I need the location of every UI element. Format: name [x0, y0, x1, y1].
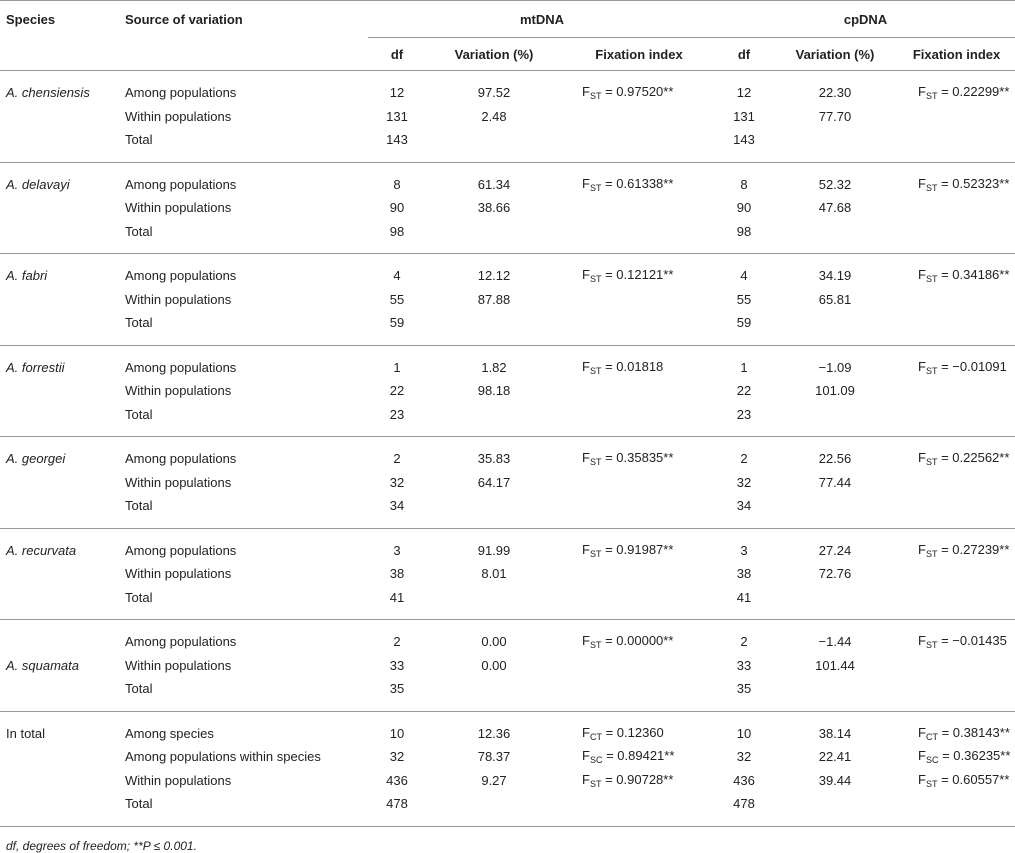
fix-letter: F	[582, 771, 590, 787]
table-row	[0, 677, 1015, 711]
header-mtdna: mtDNA	[368, 1, 716, 38]
mt-variation-cell	[426, 311, 562, 345]
fix-value: = 0.38143**	[937, 724, 1010, 740]
fix-value: = 0.36235**	[938, 748, 1011, 764]
cp-fixation-cell	[898, 586, 1015, 620]
mt-fixation-cell	[562, 311, 716, 345]
mt-variation-cell: 12.12	[477, 268, 511, 284]
source-cell: Total	[125, 315, 153, 331]
cp-df-cell: 90	[736, 200, 752, 216]
mt-fixation-cell	[562, 71, 716, 105]
cp-fixation-cell	[898, 437, 1015, 471]
species-cell	[0, 311, 125, 345]
cp-variation-cell: −1.44	[818, 634, 852, 650]
header-mt-fixation: Fixation index	[562, 38, 716, 71]
fix-subscript: ST	[925, 365, 938, 376]
cp-fixation-cell	[898, 711, 1015, 745]
cp-fixation-cell	[898, 254, 1015, 288]
cp-fixation-cell	[898, 654, 1015, 678]
mt-variation-cell: 91.99	[477, 542, 511, 558]
table-row	[0, 769, 1015, 793]
table-row	[0, 711, 1015, 745]
source-cell: Among populations	[125, 85, 237, 101]
species-cell	[0, 288, 125, 312]
source-cell: Among populations	[125, 176, 237, 192]
cp-variation-cell: 101.09	[815, 383, 855, 399]
cp-df-cell: 2	[740, 634, 748, 650]
source-cell: Total	[125, 681, 153, 697]
cp-df-cell: 34	[736, 498, 752, 514]
mt-fixation-cell	[562, 654, 716, 678]
mt-fixation-cell	[562, 792, 716, 826]
mt-variation-cell	[426, 220, 562, 254]
cp-variation-cell: 47.68	[818, 200, 852, 216]
mt-variation-cell: 8.01	[481, 566, 507, 582]
cp-variation-cell: −1.09	[818, 359, 852, 375]
mt-fixation-cell	[562, 677, 716, 711]
cp-df-cell: 1	[740, 359, 748, 375]
cp-df-cell: 41	[736, 589, 752, 605]
cp-variation-cell	[772, 220, 898, 254]
species-cell	[0, 379, 125, 403]
cp-fixation-cell	[898, 311, 1015, 345]
fix-value: = 0.00000**	[601, 633, 674, 649]
mt-df-cell: 22	[389, 383, 405, 399]
cp-df-cell: 478	[733, 796, 755, 812]
mt-fixation-cell	[562, 528, 716, 562]
fix-letter: F	[582, 633, 590, 649]
species-cell: A. chensiensis	[6, 85, 90, 101]
fix-value: = 0.97520**	[601, 84, 674, 100]
source-cell: Within populations	[125, 657, 232, 673]
cp-df-cell: 3	[740, 542, 748, 558]
fix-value: = −0.01435	[937, 633, 1007, 649]
cp-df-cell: 32	[736, 749, 752, 765]
fix-subscript: SC	[589, 755, 603, 766]
table-row	[0, 196, 1015, 220]
cp-variation-cell	[772, 311, 898, 345]
source-cell: Among populations within species	[125, 749, 321, 765]
mt-df-cell: 59	[389, 315, 405, 331]
source-cell: Within populations	[125, 383, 232, 399]
fix-value: = 0.12121**	[601, 267, 674, 283]
source-cell: Within populations	[125, 566, 232, 582]
table-row	[0, 345, 1015, 379]
species-cell: In total	[6, 725, 46, 741]
cp-fixation-cell	[898, 162, 1015, 196]
species-cell	[0, 128, 125, 162]
cp-df-cell: 131	[733, 108, 755, 124]
cp-variation-cell	[772, 128, 898, 162]
cp-df-cell: 33	[736, 657, 752, 673]
table-row	[0, 254, 1015, 288]
cp-df-cell: 98	[736, 223, 752, 239]
table-row	[0, 586, 1015, 620]
fix-subscript: ST	[925, 274, 938, 285]
species-cell: A. delavayi	[6, 176, 70, 192]
fix-letter: F	[582, 84, 590, 100]
header-species: Species	[6, 11, 56, 27]
table-row	[0, 379, 1015, 403]
mt-fixation-cell	[562, 220, 716, 254]
table-row	[0, 494, 1015, 528]
species-cell: A. fabri	[6, 268, 48, 284]
fix-letter: F	[582, 748, 590, 764]
mt-df-cell: 90	[389, 200, 405, 216]
species-cell	[0, 745, 125, 769]
cp-fixation-cell	[898, 345, 1015, 379]
table-body	[0, 71, 1015, 827]
cp-variation-cell: 52.32	[818, 176, 852, 192]
source-cell: Within populations	[125, 772, 232, 788]
cp-variation-cell: 39.44	[818, 772, 852, 788]
fix-subscript: ST	[925, 778, 938, 789]
fix-letter: F	[918, 450, 926, 466]
species-cell	[0, 620, 125, 654]
cp-variation-cell: 72.76	[818, 566, 852, 582]
mt-variation-cell	[426, 494, 562, 528]
header-source: Source of variation	[125, 11, 243, 27]
mt-df-cell: 98	[389, 223, 405, 239]
cp-fixation-cell	[898, 528, 1015, 562]
fix-subscript: ST	[589, 182, 602, 193]
header-mt-variation: Variation (%)	[426, 38, 562, 71]
mt-fixation-cell	[562, 745, 716, 769]
species-cell	[0, 403, 125, 437]
mt-variation-cell	[426, 403, 562, 437]
species-cell: A. squamata	[6, 657, 79, 673]
source-cell: Total	[125, 498, 153, 514]
mt-variation-cell: 0.00	[481, 657, 507, 673]
fix-subscript: ST	[589, 274, 602, 285]
source-cell: Among populations	[125, 268, 237, 284]
mt-df-cell: 55	[389, 291, 405, 307]
source-cell: Total	[125, 589, 153, 605]
table-row	[0, 528, 1015, 562]
source-cell: Total	[125, 132, 153, 148]
cp-variation-cell: 77.44	[818, 474, 852, 490]
mt-df-cell: 1	[393, 359, 401, 375]
fix-letter: F	[582, 541, 590, 557]
cp-df-cell: 35	[736, 681, 752, 697]
fix-letter: F	[918, 748, 926, 764]
table-row	[0, 437, 1015, 471]
fix-subscript: ST	[589, 548, 602, 559]
species-cell: A. forrestii	[6, 359, 65, 375]
table-row	[0, 562, 1015, 586]
mt-variation-cell: 97.52	[477, 85, 511, 101]
mt-fixation-cell	[562, 379, 716, 403]
fix-letter: F	[918, 541, 926, 557]
cp-variation-cell: 101.44	[815, 657, 855, 673]
source-cell: Among populations	[125, 451, 237, 467]
mt-df-cell: 2	[393, 451, 401, 467]
fix-value: = 0.89421**	[602, 748, 675, 764]
source-cell: Among species	[125, 725, 214, 741]
mt-df-cell: 478	[386, 796, 408, 812]
mt-df-cell: 32	[389, 474, 405, 490]
mt-df-cell: 4	[393, 268, 401, 284]
cp-variation-cell: 38.14	[818, 725, 852, 741]
fix-letter: F	[918, 724, 926, 740]
cp-fixation-cell	[898, 620, 1015, 654]
fix-subscript: ST	[589, 365, 602, 376]
cp-fixation-cell	[898, 745, 1015, 769]
source-cell: Among populations	[125, 542, 237, 558]
cp-variation-cell: 34.19	[818, 268, 852, 284]
fix-value: = 0.35835**	[601, 450, 674, 466]
fix-subscript: ST	[589, 640, 602, 651]
mt-variation-cell: 0.00	[481, 634, 507, 650]
mt-variation-cell: 12.36	[477, 725, 511, 741]
species-cell	[0, 792, 125, 826]
header-cpdna: cpDNA	[716, 1, 1015, 38]
mt-fixation-cell	[562, 471, 716, 495]
fix-letter: F	[918, 633, 926, 649]
mt-df-cell: 38	[389, 566, 405, 582]
cp-df-cell: 23	[736, 406, 752, 422]
fix-letter: F	[582, 175, 590, 191]
cp-df-cell: 12	[736, 85, 752, 101]
table-row	[0, 71, 1015, 105]
cp-variation-cell: 22.30	[818, 85, 852, 101]
fix-value: = 0.22562**	[937, 450, 1010, 466]
mt-variation-cell: 38.66	[477, 200, 511, 216]
fix-subscript: ST	[925, 182, 938, 193]
cp-variation-cell: 65.81	[818, 291, 852, 307]
cp-df-cell: 55	[736, 291, 752, 307]
cp-df-cell: 38	[736, 566, 752, 582]
cp-variation-cell: 22.56	[818, 451, 852, 467]
source-cell: Within populations	[125, 108, 232, 124]
mt-fixation-cell	[562, 288, 716, 312]
fix-value: = 0.34186**	[937, 267, 1010, 283]
table-row	[0, 288, 1015, 312]
mt-variation-cell	[426, 677, 562, 711]
source-cell: Total	[125, 223, 153, 239]
cp-variation-cell: 22.41	[818, 749, 852, 765]
header-mt-df: df	[368, 38, 426, 71]
mt-fixation-cell	[562, 345, 716, 379]
cp-variation-cell: 77.70	[818, 108, 852, 124]
mt-df-cell: 32	[389, 749, 405, 765]
fix-value: = 0.01818	[601, 358, 664, 374]
source-cell: Within populations	[125, 291, 232, 307]
mt-df-cell: 35	[389, 681, 405, 697]
mt-variation-cell: 64.17	[477, 474, 511, 490]
species-cell	[0, 471, 125, 495]
cp-variation-cell	[772, 586, 898, 620]
table-row	[0, 792, 1015, 826]
mt-fixation-cell	[562, 711, 716, 745]
mt-variation-cell: 98.18	[477, 383, 511, 399]
cp-fixation-cell	[898, 196, 1015, 220]
cp-fixation-cell	[898, 494, 1015, 528]
species-cell	[0, 769, 125, 793]
fix-letter: F	[918, 175, 926, 191]
fix-subscript: ST	[925, 91, 938, 102]
fix-value: = 0.61338**	[601, 175, 674, 191]
cp-df-cell: 32	[736, 474, 752, 490]
fix-letter: F	[582, 450, 590, 466]
mt-variation-cell: 78.37	[477, 749, 511, 765]
fix-subscript: ST	[589, 457, 602, 468]
species-cell	[0, 220, 125, 254]
source-cell: Among populations	[125, 634, 237, 650]
mt-fixation-cell	[562, 494, 716, 528]
species-cell	[0, 586, 125, 620]
mt-df-cell: 131	[386, 108, 408, 124]
source-cell: Within populations	[125, 474, 232, 490]
mt-fixation-cell	[562, 162, 716, 196]
cp-fixation-cell	[898, 379, 1015, 403]
source-cell: Among populations	[125, 359, 237, 375]
fix-letter: F	[918, 358, 926, 374]
mt-fixation-cell	[562, 105, 716, 129]
cp-fixation-cell	[898, 105, 1015, 129]
mt-df-cell: 34	[389, 498, 405, 514]
cp-df-cell: 59	[736, 315, 752, 331]
table-row	[0, 128, 1015, 162]
cp-fixation-cell	[898, 403, 1015, 437]
species-cell	[0, 494, 125, 528]
cp-variation-cell: 27.24	[818, 542, 852, 558]
mt-fixation-cell	[562, 254, 716, 288]
fix-subscript: ST	[589, 91, 602, 102]
footnote: df, degrees of freedom; **P ≤ 0.001.	[6, 838, 197, 853]
species-cell: A. recurvata	[6, 542, 77, 558]
source-cell: Total	[125, 796, 153, 812]
species-cell: A. georgei	[6, 451, 66, 467]
mt-variation-cell: 35.83	[477, 451, 511, 467]
species-cell	[0, 105, 125, 129]
cp-variation-cell	[772, 403, 898, 437]
header-cp-fixation: Fixation index	[898, 38, 1015, 71]
fix-letter: F	[918, 84, 926, 100]
mt-df-cell: 8	[393, 176, 401, 192]
mt-fixation-cell	[562, 403, 716, 437]
cp-fixation-cell	[898, 677, 1015, 711]
cp-df-cell: 10	[736, 725, 752, 741]
cp-fixation-cell	[898, 792, 1015, 826]
fix-subscript: ST	[925, 457, 938, 468]
cp-df-cell: 8	[740, 176, 748, 192]
fix-letter: F	[918, 771, 926, 787]
cp-fixation-cell	[898, 128, 1015, 162]
mt-df-cell: 23	[389, 406, 405, 422]
cp-fixation-cell	[898, 288, 1015, 312]
species-cell	[0, 196, 125, 220]
cp-fixation-cell	[898, 471, 1015, 495]
fix-value: = 0.27239**	[937, 541, 1010, 557]
mt-df-cell: 33	[389, 657, 405, 673]
mt-fixation-cell	[562, 128, 716, 162]
cp-df-cell: 4	[740, 268, 748, 284]
species-cell	[0, 562, 125, 586]
cp-variation-cell	[772, 792, 898, 826]
source-cell: Within populations	[125, 200, 232, 216]
fix-subscript: CT	[925, 731, 938, 742]
mt-variation-cell: 1.82	[481, 359, 507, 375]
mt-variation-cell: 61.34	[477, 176, 511, 192]
mt-fixation-cell	[562, 769, 716, 793]
mt-df-cell: 2	[393, 634, 401, 650]
fix-letter: F	[582, 267, 590, 283]
mt-variation-cell	[426, 128, 562, 162]
mt-variation-cell: 87.88	[477, 291, 511, 307]
fix-subscript: ST	[589, 778, 602, 789]
mt-fixation-cell	[562, 437, 716, 471]
cp-variation-cell	[772, 494, 898, 528]
cp-fixation-cell	[898, 220, 1015, 254]
fix-value: = 0.52323**	[937, 175, 1010, 191]
fix-subscript: ST	[925, 548, 938, 559]
mt-variation-cell	[426, 586, 562, 620]
fix-value: = −0.01091	[937, 358, 1007, 374]
cp-fixation-cell	[898, 562, 1015, 586]
mt-df-cell: 12	[389, 85, 405, 101]
species-cell	[0, 677, 125, 711]
mt-df-cell: 10	[389, 725, 405, 741]
mt-variation-cell: 9.27	[481, 772, 507, 788]
cp-fixation-cell	[898, 71, 1015, 105]
cp-fixation-cell	[898, 769, 1015, 793]
cp-df-cell: 22	[736, 383, 752, 399]
fix-value: = 0.60557**	[937, 771, 1010, 787]
table-row	[0, 403, 1015, 437]
fix-value: = 0.91987**	[601, 541, 674, 557]
mt-df-cell: 143	[386, 132, 408, 148]
table-row	[0, 745, 1015, 769]
mt-fixation-cell	[562, 586, 716, 620]
table-row	[0, 620, 1015, 654]
mt-variation-cell: 2.48	[481, 108, 507, 124]
table-row	[0, 162, 1015, 196]
fix-letter: F	[582, 724, 590, 740]
mt-fixation-cell	[562, 562, 716, 586]
cp-df-cell: 2	[740, 451, 748, 467]
table-row	[0, 471, 1015, 495]
mt-variation-cell	[426, 792, 562, 826]
mt-df-cell: 3	[393, 542, 401, 558]
fix-letter: F	[918, 267, 926, 283]
table-row	[0, 105, 1015, 129]
mt-fixation-cell	[562, 196, 716, 220]
fix-subscript: CT	[589, 731, 602, 742]
fix-value: = 0.90728**	[601, 771, 674, 787]
table-row	[0, 220, 1015, 254]
mt-df-cell: 41	[389, 589, 405, 605]
table-row	[0, 654, 1015, 678]
cp-df-cell: 436	[733, 772, 755, 788]
fix-value: = 0.22299**	[937, 84, 1010, 100]
fix-subscript: SC	[925, 755, 939, 766]
header-cp-df: df	[716, 38, 772, 71]
cp-variation-cell	[772, 677, 898, 711]
cp-df-cell: 143	[733, 132, 755, 148]
fix-value: = 0.12360	[601, 724, 664, 740]
mt-fixation-cell	[562, 620, 716, 654]
table-row	[0, 311, 1015, 345]
header-cp-variation: Variation (%)	[772, 38, 898, 71]
fix-subscript: ST	[925, 640, 938, 651]
source-cell: Total	[125, 406, 153, 422]
mt-df-cell: 436	[386, 772, 408, 788]
fix-letter: F	[582, 358, 590, 374]
